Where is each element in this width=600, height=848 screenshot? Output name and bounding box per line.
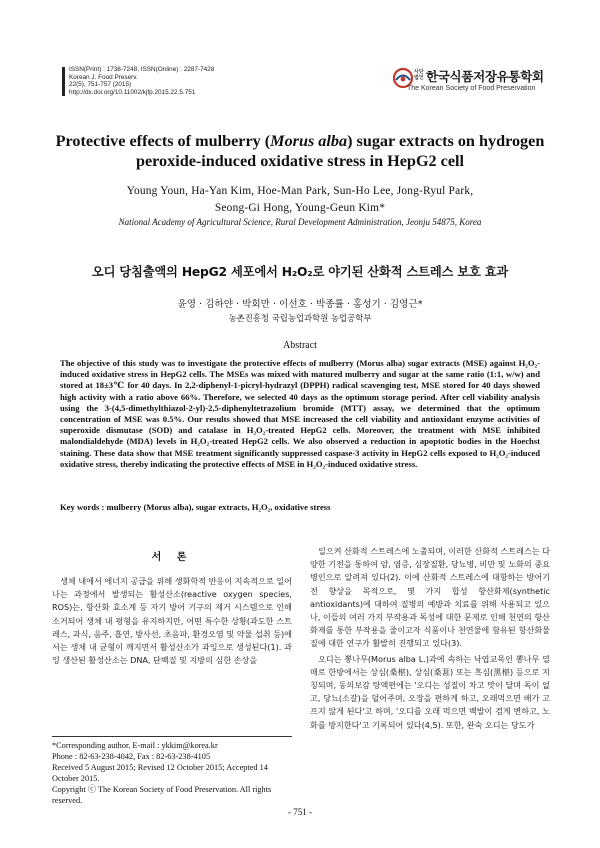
footnote-rule <box>52 736 292 737</box>
section-heading-intro: 서 론 <box>151 552 193 563</box>
page-number: - 751 - <box>288 807 312 817</box>
issn: ISSN(Print) : 1738-7248, ISSN(Online) : 2287-7428 <box>69 66 215 73</box>
logo-small-label: 사단법인 <box>414 69 424 81</box>
volume: 22(5), 751-757 (2015) <box>69 81 132 89</box>
logo-english-name: The Korean Society of Food Preservation <box>407 85 536 92</box>
title-species: Morus alba <box>270 132 348 150</box>
author-line-1: Young Youn, Ha-Yan Kim, Hoe-Man Park, Sun-Ho Lee, Jong-Ryul Park, <box>126 185 474 197</box>
left-column <box>52 548 292 667</box>
abstract-text: The objective of this study was to investigate the protective effects of mulberry (Morus alba) sugar extracts (MSE) against H₂O₂-induced oxidative stress in HepG2 cells. The MSEs was mixed with matured mulberry and sugar at the same ratio (1:1, w/w) and stored at 18±3℃ for 40 days. In 2,2-diphenyl-1-picryl-hydrazyl (DPPH) radical scavenging test, MSE stored for 40 days showed high activity with a ratio above 66%. Therefore, we selected 40 days as the optimum storage period. After cell viability analysis using the 3-(4,5-dimethylthiazol-2-yl)-2,5-diphenyltetrazolium bromide (MTT) assay, we determined that the optimum concentration of MSE was 0.5%. Our results showed that MSE increased the cell viability and antioxidant enzyme activities of superoxide dismutase (SOD) and catalase in H₂O₂-treated HepG2 cells. Moreover, the treatment with MSE inhibited malondialdehyde (MDA) levels in H₂O₂-treated HepG2 cells. We also observed a reduction in apoptotic bodies in the Hoechst staining. These data show that MSE treatment significantly suppressed caspase-3 activity in HepG2 cells exposed to H₂O₂-induced oxidative stress, thereby indicating the protective effects of MSE in H₂O₂-induced oxidative stress. <box>60 358 540 469</box>
copyright: Copyright ⓒ The Korean Society of Food Preservation. All rights reserved. <box>52 785 272 805</box>
right-column <box>310 545 550 732</box>
header-bar <box>62 67 65 96</box>
abstract-heading: Abstract <box>283 340 317 351</box>
keywords: Key words : mulberry (Morus alba), sugar extracts, H₂O₂, oxidative stress <box>60 502 331 512</box>
journal-name: Korean J. Food Preserv. <box>69 73 138 81</box>
intro-paragraph-1: 생체 내에서 에너지 공급을 위해 생화학적 반응이 지속적으로 일어나는 과정에서 발생되는 활성산소(reactive oxygen species, ROS)는, 항산화 효소계 등 자기 방어 기구의 제거 시스템으로 인해 소거되어 생체 내 평형을 유지하지만, 어떤 특수한 상황(과도한 스트레스, 과식, 음주, 흡연, 방사선, 초음파, 환경오염 및 약물 섭취 등)에서는 생체 내 균형이 깨지면서 활성산소가 과잉으로 생성된다(1). 과잉 생산된 활성산소는 DNA, 단백질 및 지방의 심한 손상을 <box>52 576 292 666</box>
logo-korean-name: 한국식품저장유통학회 <box>426 69 544 84</box>
doi-link[interactable]: http://dx.doi.org/10.11002/kjfp.2015.22.5.751 <box>69 88 196 96</box>
paper-title: Protective effects of mulberry (Morus alba) sugar extracts on hydrogen peroxide-induced oxidative stress in HepG2 cell <box>55 132 545 170</box>
author-list <box>40 183 560 217</box>
author-line-2: Seong-Gi Hong, Young-Geun Kim* <box>214 202 386 214</box>
korean-authors: 윤영 · 김하얀 · 박회만 · 이선호 · 박종률 · 홍성기 · 김영근* <box>177 299 423 310</box>
intro-paragraph-2: 일으켜 산화적 스트레스에 노출되며, 이러한 산화적 스트레스는 다양한 기전을 통하여 암, 염증, 심장질환, 당뇨병, 비만 및 노화의 중요 병인으로 알려져 있다(2). 이에 산화적 스트레스에 대항하는 방어기전 향상을 목적으로, 몇 가지 합성 항산화제(synthetic antioxidants)에 대하여 질병의 예방과 치료를 위해 사용되고 있으나, 이들의 여러 가지 부작용과 독성에 대한 문제로 인해 천연의 항산화제를 통한 부작용을 줄이고자 식품이나 천연물에 함유된 항산화물질에 대한 연구가 활발히 진행되고 있다(3). <box>310 546 550 649</box>
journal-meta <box>69 66 214 96</box>
society-logo <box>392 67 552 97</box>
affiliation: National Academy of Agricultural Science, Rural Development Administration, Jeonju 54875, Korea <box>118 217 482 227</box>
received-dates: Received 5 August 2015; Revised 12 October 2015; Accepted 14 October 2015. <box>52 763 268 783</box>
contact-phone: Phone : 82-63-238-4042, Fax : 82-63-238-4105 <box>52 752 211 761</box>
korean-affiliation: 농촌진흥청 국립농업과학원 농업공학부 <box>228 313 372 323</box>
footnote <box>52 740 292 806</box>
corresponding-author: *Corresponding author. E-mail : ykkim@korea.kr <box>52 741 218 750</box>
korean-title: 오디 당침출액의 HepG2 세포에서 H₂O₂로 야기된 산화적 스트레스 보호 효과 <box>91 265 509 279</box>
intro-paragraph-3: 오디는 뽕나무(Morus alba L.)과에 속하는 낙엽교목인 뽕나무 열매로 한방에서는 상심(桑椹), 상심(桑葚) 또는 흑심(黑椹) 등으로 지칭되며, 동의보감 탕액편에는 '오디는 성질이 차고 맛이 달며 독이 없고, 당뇨(소갈)을 덜어주며, 오장을 편하게 하고, 오래먹으면 배가 고프지 않게 된다'고 하며, '오디를 오래 먹으면 백발이 검게 변하고, 노화를 방지한다'고 기록되어 있다(4,5). 또한, 완숙 오디는 당도가 <box>310 653 550 730</box>
